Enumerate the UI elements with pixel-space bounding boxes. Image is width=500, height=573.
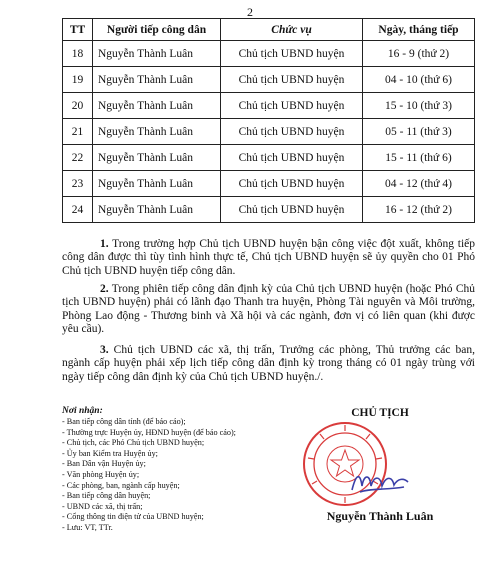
table-row [63, 93, 475, 119]
recipient-item: - Các phòng, ban, ngành cấp huyện; [62, 480, 180, 490]
paragraph-text: Chủ tịch UBND các xã, thị trấn, Trưởng các phòng, Thủ trưởng các ban, ngành cấp huyện phải xếp lịch tiếp công dân định kỳ trong tháng có 01 ngày trùng với ngày tiếp công dân định kỳ của Chủ tịch UBND huyện./. [62, 344, 475, 383]
cell-tt: 19 [63, 67, 93, 93]
recipient-item: - Ban tiếp công dân tỉnh (để báo cáo); [62, 417, 186, 426]
recipient-item: - Văn phòng Huyện ủy; [62, 469, 140, 479]
table-row [63, 171, 475, 197]
cell-name: Nguyễn Thành Luân [93, 119, 221, 145]
cell-name: Nguyễn Thành Luân [93, 41, 221, 67]
header-tt: TT [63, 19, 93, 41]
cell-date: 05 - 11 (thứ 3) [363, 119, 475, 145]
cell-name: Nguyễn Thành Luân [93, 67, 221, 93]
recipient-item: - Cổng thông tin điện tử của UBND huyện; [62, 512, 204, 522]
reception-schedule-table [62, 18, 475, 223]
signer-title: CHỦ TỊCH [351, 407, 409, 419]
cell-name: Nguyễn Thành Luân [93, 171, 221, 197]
paragraph-number: 3. [100, 344, 109, 356]
cell-role: Chủ tịch UBND huyện [221, 119, 363, 145]
paragraph-text: Trong phiên tiếp công dân định kỳ của Chủ tịch UBND huyện (hoặc Phó Chủ tịch UBND huyện) phải có lãnh đạo Thanh tra huyện, Phòng Tài nguyên và Môi trường, Phòng Lao động - Thương binh và Xã hội và các ngành, đơn vị có liên quan (khi được yêu cầu). [62, 283, 475, 336]
recipient-item: - Thường trực Huyện ủy, HĐND huyện (để báo cáo); [62, 427, 236, 437]
cell-date: 04 - 10 (thứ 6) [363, 67, 475, 93]
recipient-item: - Ủy ban Kiểm tra Huyện ủy; [62, 448, 158, 458]
cell-tt: 20 [63, 93, 93, 119]
paragraph-1 [62, 238, 475, 278]
cell-date: 15 - 10 (thứ 3) [363, 93, 475, 119]
recipient-item: - Lưu: VT, TTr. [62, 522, 113, 532]
table-row [63, 119, 475, 145]
cell-role: Chủ tịch UBND huyện [221, 41, 363, 67]
paragraph-2 [62, 283, 475, 337]
paragraph-text: Trong trường hợp Chủ tịch UBND huyện bận công việc đột xuất, không tiếp công dân được thì tùy tình hình thực tế, Chủ tịch UBND huyện sẽ ủy quyền cho 01 Phó Chủ tịch UBND huyện tiếp công dân. [62, 238, 475, 277]
cell-date: 16 - 9 (thứ 2) [363, 41, 475, 67]
recipients-heading: Nơi nhận: [62, 406, 103, 416]
cell-tt: 22 [63, 145, 93, 171]
cell-name: Nguyễn Thành Luân [93, 197, 221, 223]
cell-date: 16 - 12 (thứ 2) [363, 197, 475, 223]
recipients-list [62, 405, 297, 534]
cell-date: 15 - 11 (thứ 6) [363, 145, 475, 171]
official-seal-icon [300, 412, 460, 512]
header-receiver: Người tiếp công dân [93, 19, 221, 41]
cell-name: Nguyễn Thành Luân [93, 145, 221, 171]
cell-tt: 21 [63, 119, 93, 145]
paragraph-3 [62, 344, 475, 384]
cell-role: Chủ tịch UBND huyện [221, 93, 363, 119]
paragraph-number: 2. [100, 283, 109, 295]
cell-role: Chủ tịch UBND huyện [221, 145, 363, 171]
table-row [63, 67, 475, 93]
table-row [63, 197, 475, 223]
cell-tt: 18 [63, 41, 93, 67]
recipient-item: - Ban Dân vận Huyện ủy; [62, 459, 146, 469]
page-number: 2 [247, 5, 253, 19]
recipient-item: - Chủ tịch, các Phó Chủ tịch UBND huyện; [62, 438, 205, 448]
header-date: Ngày, tháng tiếp [363, 19, 475, 41]
table-row [63, 41, 475, 67]
cell-tt: 23 [63, 171, 93, 197]
header-position: Chức vụ [221, 19, 363, 41]
cell-name: Nguyễn Thành Luân [93, 93, 221, 119]
recipient-item: - UBND các xã, thị trấn; [62, 501, 143, 511]
table-row [63, 145, 475, 171]
cell-date: 04 - 12 (thứ 4) [363, 171, 475, 197]
table-header-row [63, 19, 475, 41]
cell-role: Chủ tịch UBND huyện [221, 171, 363, 197]
cell-role: Chủ tịch UBND huyện [221, 67, 363, 93]
signer-name: Nguyễn Thành Luân [326, 509, 434, 523]
cell-tt: 24 [63, 197, 93, 223]
paragraph-number: 1. [100, 238, 109, 250]
recipient-item: - Ban tiếp công dân huyện; [62, 491, 151, 501]
cell-role: Chủ tịch UBND huyện [221, 197, 363, 223]
